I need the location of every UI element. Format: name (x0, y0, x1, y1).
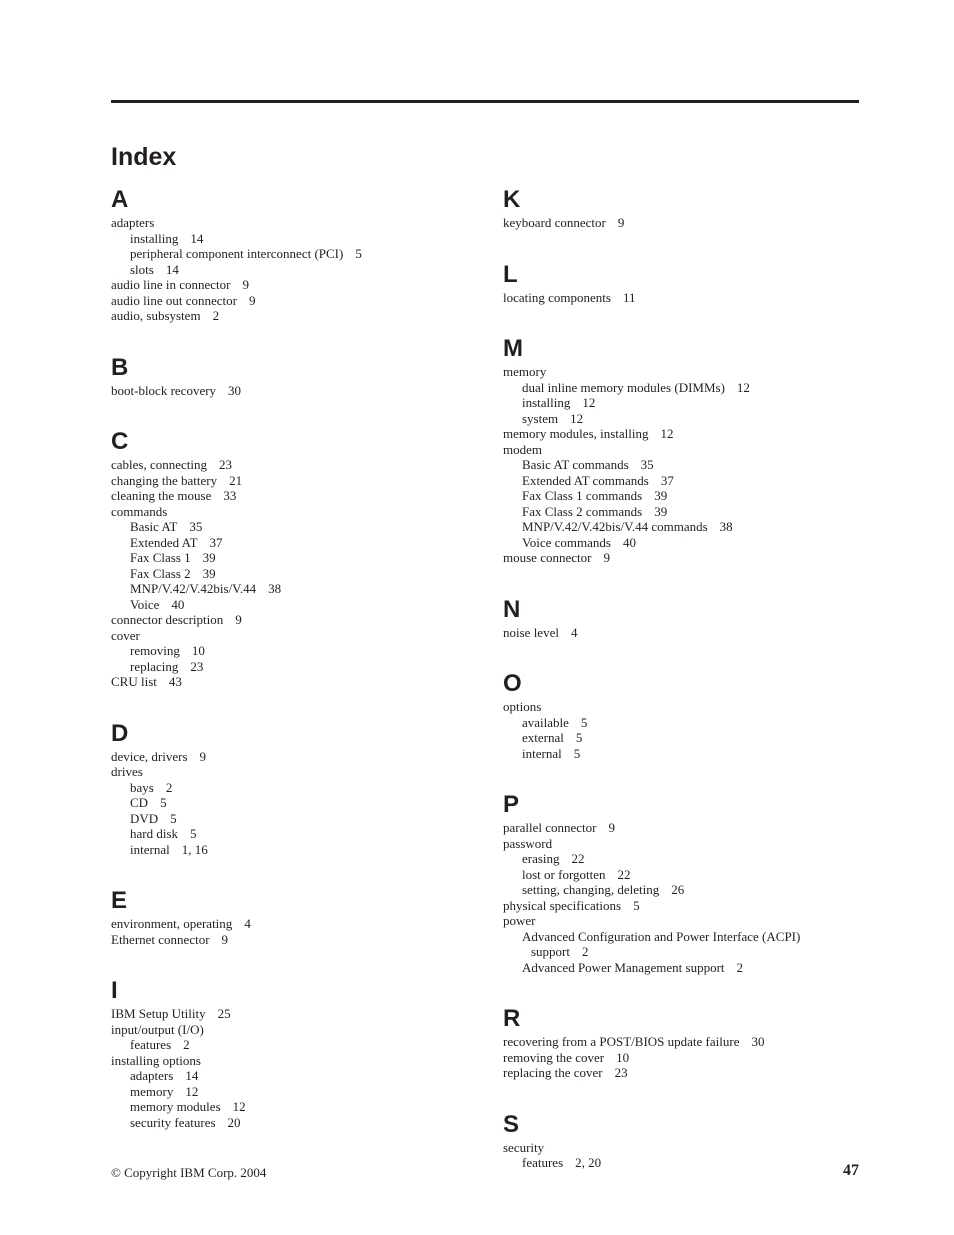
index-subentry (503, 473, 859, 489)
entry-page-ref: 5 (633, 897, 640, 913)
entry-term: DVD (130, 810, 159, 826)
entry-term: setting, changing, deleting (522, 882, 660, 897)
index-entry (111, 628, 471, 644)
entry-page-ref: 22 (571, 851, 585, 866)
index-subentry (503, 944, 859, 960)
index-entry (111, 916, 471, 932)
index-entry (111, 764, 471, 780)
index-subentry (111, 581, 471, 597)
entry-page-ref: 4 (570, 624, 578, 640)
section-letter: R (503, 1005, 521, 1032)
entry-term: commands (111, 503, 168, 519)
section-letter: A (111, 186, 129, 213)
entry-term: Fax Class 1 commands (522, 488, 643, 503)
entry-page-ref: 14 (165, 261, 179, 277)
index-subentry (111, 262, 471, 278)
entry-term: recovering from a POST/BIOS update failure (503, 1034, 740, 1049)
entry-term: Fax Class 1 (130, 550, 191, 565)
section-letter: P (503, 791, 520, 818)
section-letter: D (111, 719, 129, 747)
entry-page-ref: 35 (189, 519, 203, 534)
entry-page-ref: 9 (221, 931, 229, 947)
entry-term: changing the battery (111, 472, 218, 488)
entry-page-ref: 20 (227, 1114, 241, 1130)
index-subentry (503, 380, 859, 396)
index-subentry (503, 395, 859, 411)
entry-page-ref: 12 (570, 410, 584, 426)
entry-term: Advanced Configuration and Power Interface (ACPI) (522, 928, 801, 944)
index-section (111, 886, 471, 947)
index-subentry (111, 1099, 471, 1115)
entry-page-ref: 21 (229, 472, 243, 488)
index-entry (111, 488, 471, 504)
entry-page-ref: 35 (640, 457, 654, 472)
index-entry (111, 383, 471, 399)
entry-page-ref: 12 (582, 395, 596, 410)
entry-page-ref: 9 (235, 612, 242, 627)
entry-term: boot-block recovery (111, 382, 217, 398)
entry-term: available (522, 714, 569, 730)
entry-page-ref: 9 (608, 820, 615, 835)
index-entry (503, 699, 859, 715)
entry-page-ref: 5 (170, 810, 177, 826)
index-subentry (111, 231, 471, 247)
index-subentry (111, 566, 471, 582)
index-subentry (111, 780, 471, 796)
entry-term: drives (111, 764, 143, 779)
index-subentry (503, 960, 859, 976)
index-column-left (111, 185, 471, 1159)
index-subentry (503, 929, 859, 945)
entry-term: support (531, 944, 570, 959)
entry-term: CRU list (111, 674, 157, 689)
entry-page-ref: 43 (168, 674, 182, 689)
section-letter: E (111, 887, 128, 914)
entry-term: power (503, 913, 536, 928)
index-subentry (503, 488, 859, 504)
entry-page-ref: 1, 16 (181, 841, 208, 857)
entry-term: internal (522, 745, 562, 761)
entry-term: adapters (130, 1068, 174, 1083)
index-subentry (111, 659, 471, 675)
entry-term: security (503, 1139, 545, 1155)
entry-term: installing (130, 230, 179, 246)
entry-page-ref: 5 (580, 714, 588, 730)
index-section (503, 260, 859, 306)
entry-page-ref: 5 (190, 826, 197, 841)
entry-page-ref: 2 (212, 308, 220, 323)
index-entry (503, 913, 859, 929)
index-entry (111, 473, 471, 489)
entry-term: replacing the cover (503, 1065, 603, 1080)
entry-page-ref: 5 (573, 745, 581, 761)
index-section (111, 976, 471, 1130)
entry-page-ref: 39 (654, 488, 668, 503)
entry-term: external (522, 730, 564, 745)
entry-page-ref: 39 (202, 550, 216, 565)
entry-term: installing options (111, 1052, 201, 1068)
entry-term: environment, operating (111, 916, 233, 931)
entry-term: Advanced Power Management support (522, 959, 725, 975)
entry-term: removing the cover (503, 1049, 605, 1065)
index-entry (111, 293, 471, 309)
index-entry (111, 1006, 471, 1022)
index-section (111, 427, 471, 690)
index-entry (111, 1053, 471, 1069)
entry-page-ref: 33 (223, 488, 237, 503)
index-subentry (503, 519, 859, 535)
entry-term: Fax Class 2 (130, 565, 191, 581)
entry-term: bays (130, 779, 154, 795)
entry-term: memory modules, installing (503, 426, 649, 441)
section-letter: L (503, 260, 518, 288)
entry-term: Basic AT commands (522, 457, 629, 472)
index-entry (111, 457, 471, 473)
section-letter: K (503, 186, 521, 213)
index-subentry (111, 643, 471, 659)
entry-page-ref: 25 (217, 1006, 231, 1021)
index-subentry (503, 457, 859, 473)
index-entry (503, 364, 859, 380)
entry-page-ref: 10 (616, 1049, 630, 1065)
entry-term: MNP/V.42/V.42bis/V.44 commands (522, 519, 708, 534)
index-subentry (503, 730, 859, 746)
index-subentry (503, 411, 859, 427)
entry-page-ref: 14 (185, 1068, 199, 1083)
entry-term: input/output (I/O) (111, 1021, 204, 1037)
entry-page-ref: 9 (617, 215, 625, 230)
index-entry (503, 898, 859, 914)
index-entry (111, 308, 471, 324)
entry-term: CD (130, 795, 149, 810)
index-section (111, 353, 471, 399)
page-number: 47 (843, 1162, 859, 1179)
index-entry (111, 277, 471, 293)
entry-term: modem (503, 441, 542, 457)
entry-page-ref: 40 (171, 596, 185, 612)
entry-page-ref: 39 (654, 503, 668, 519)
index-section (503, 669, 859, 761)
section-letter: S (503, 1110, 520, 1138)
entry-term: features (130, 1037, 172, 1052)
index-entry (503, 820, 859, 836)
index-entry (111, 749, 471, 765)
entry-page-ref: 26 (671, 882, 685, 897)
entry-page-ref: 5 (160, 795, 167, 810)
index-entry (503, 1065, 859, 1081)
section-letter: O (503, 670, 522, 697)
index-subentry (503, 535, 859, 551)
entry-term: dual inline memory modules (DIMMs) (522, 379, 725, 395)
entry-page-ref: 37 (209, 534, 223, 550)
entry-term: adapters (111, 215, 155, 230)
header-rule (111, 100, 859, 103)
index-entry (111, 674, 471, 690)
entry-page-ref: 38 (719, 519, 733, 534)
entry-term: options (503, 699, 542, 714)
index-entry (503, 426, 859, 442)
entry-page-ref: 39 (202, 565, 216, 581)
index-subentry (111, 811, 471, 827)
entry-term: connector description (111, 612, 224, 627)
entry-term: MNP/V.42/V.42bis/V.44 (130, 581, 257, 596)
index-section (503, 595, 859, 641)
copyright-notice: © Copyright IBM Corp. 2004 (111, 1165, 267, 1180)
entry-page-ref: 5 (575, 730, 583, 745)
entry-term: features (522, 1155, 564, 1170)
index-entry (503, 1034, 859, 1050)
section-letter: B (111, 353, 129, 381)
entry-page-ref: 40 (622, 534, 636, 550)
index-entry (503, 442, 859, 458)
index-entry (503, 625, 859, 641)
entry-page-ref: 9 (249, 292, 256, 308)
entry-page-ref: 2 (183, 1037, 190, 1052)
entry-term: cover (111, 627, 140, 643)
section-letter: N (503, 595, 521, 623)
entry-term: IBM Setup Utility (111, 1006, 206, 1021)
entry-term: lost or forgotten (522, 866, 606, 882)
index-column-right (503, 185, 859, 1200)
entry-page-ref: 30 (751, 1034, 765, 1049)
index-subentry (503, 715, 859, 731)
entry-page-ref: 2, 20 (575, 1155, 602, 1170)
entry-term: locating components (503, 289, 611, 305)
section-letter: I (111, 977, 118, 1004)
entry-term: peripheral component interconnect (PCI) (130, 246, 344, 261)
entry-page-ref: 11 (622, 289, 636, 305)
entry-page-ref: 10 (191, 643, 205, 658)
index-subentry (111, 795, 471, 811)
entry-term: Extended AT (130, 534, 198, 550)
entry-term: keyboard connector (503, 215, 606, 230)
section-letter: C (111, 428, 129, 455)
index-subentry (503, 1155, 859, 1171)
index-section (503, 185, 859, 231)
entry-page-ref: 12 (232, 1099, 246, 1114)
entry-term: hard disk (130, 826, 179, 841)
entry-term: memory (503, 364, 547, 379)
entry-page-ref: 5 (355, 246, 362, 261)
index-subentry (503, 867, 859, 883)
entry-page-ref: 38 (268, 581, 282, 596)
index-entry (111, 612, 471, 628)
index-subentry (111, 1115, 471, 1131)
entry-page-ref: 23 (614, 1065, 628, 1080)
entry-term: parallel connector (503, 820, 597, 835)
entry-page-ref: 23 (190, 658, 204, 674)
index-section (111, 185, 471, 324)
entry-term: internal (130, 841, 170, 857)
entry-term: mouse connector (503, 550, 592, 565)
index-subentry (111, 519, 471, 535)
index-entry (503, 1050, 859, 1066)
index-subentry (111, 842, 471, 858)
entry-term: device, drivers (111, 748, 188, 764)
entry-term: audio, subsystem (111, 308, 201, 323)
index-entry (111, 215, 471, 231)
entry-term: installing (522, 395, 571, 410)
entry-page-ref: 9 (242, 277, 249, 292)
entry-page-ref: 22 (617, 866, 631, 882)
entry-page-ref: 23 (219, 457, 233, 472)
entry-page-ref: 2 (165, 779, 173, 795)
index-subentry (111, 1037, 471, 1053)
entry-term: cleaning the mouse (111, 488, 212, 503)
index-entry (111, 932, 471, 948)
entry-term: cables, connecting (111, 457, 208, 472)
entry-page-ref: 9 (603, 550, 610, 565)
index-subentry (111, 1084, 471, 1100)
page-title: Index (111, 143, 177, 171)
entry-term: Basic AT (130, 519, 178, 534)
index-section (111, 719, 471, 858)
entry-term: physical specifications (503, 897, 622, 913)
entry-page-ref: 12 (660, 426, 674, 441)
entry-term: erasing (522, 851, 560, 866)
index-entry (503, 550, 859, 566)
entry-page-ref: 9 (199, 748, 207, 764)
entry-page-ref: 2 (736, 959, 744, 975)
index-entry (503, 1140, 859, 1156)
index-subentry (503, 504, 859, 520)
index-entry (503, 836, 859, 852)
index-entry (503, 290, 859, 306)
entry-page-ref: 12 (185, 1083, 199, 1099)
index-subentry (111, 1068, 471, 1084)
entry-term: audio line out connector (111, 292, 237, 308)
entry-term: Voice commands (522, 534, 611, 550)
entry-term: Extended AT commands (522, 472, 649, 488)
entry-term: password (503, 835, 553, 851)
index-entry (503, 215, 859, 231)
entry-term: system (522, 410, 559, 426)
index-section (503, 790, 859, 975)
index-section (503, 1004, 859, 1081)
index-subentry (111, 826, 471, 842)
index-subentry (503, 851, 859, 867)
entry-term: Ethernet connector (111, 931, 210, 947)
entry-term: memory modules (130, 1099, 221, 1114)
index-section (503, 1110, 859, 1171)
entry-page-ref: 30 (228, 382, 242, 398)
index-section (503, 334, 859, 566)
entry-page-ref: 14 (190, 230, 204, 246)
index-entry (111, 504, 471, 520)
entry-page-ref: 37 (660, 472, 674, 488)
entry-page-ref: 2 (582, 944, 589, 959)
section-letter: M (503, 335, 523, 362)
index-subentry (503, 746, 859, 762)
index-subentry (111, 246, 471, 262)
entry-term: memory (130, 1083, 174, 1099)
index-subentry (111, 535, 471, 551)
entry-page-ref: 4 (244, 916, 251, 931)
entry-term: audio line in connector (111, 277, 231, 292)
index-entry (111, 1022, 471, 1038)
entry-term: removing (130, 643, 180, 658)
index-subentry (111, 597, 471, 613)
entry-term: security features (130, 1114, 216, 1130)
entry-term: noise level (503, 624, 559, 640)
index-subentry (503, 882, 859, 898)
index-subentry (111, 550, 471, 566)
entry-page-ref: 12 (736, 379, 750, 395)
entry-term: Voice (130, 596, 160, 612)
entry-term: Fax Class 2 commands (522, 503, 643, 519)
entry-term: slots (130, 261, 154, 277)
entry-term: replacing (130, 658, 179, 674)
